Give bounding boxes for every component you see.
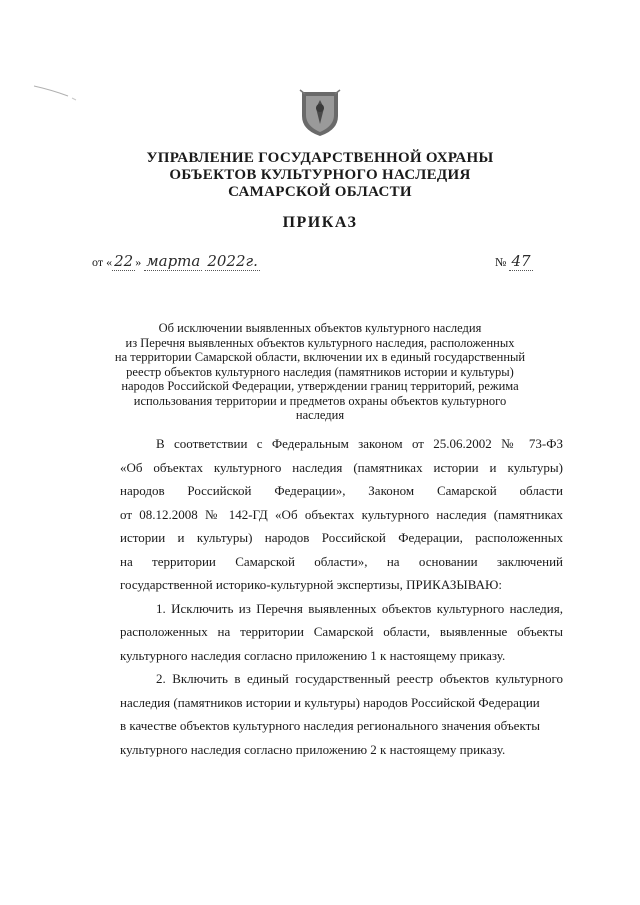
document-body — [120, 432, 563, 761]
organization-name — [140, 150, 500, 201]
org-line-3: САМАРСКОЙ ОБЛАСТИ — [228, 184, 412, 200]
body-line: государственной историко-культурной экспертизы, ПРИКАЗЫВАЮ: — [120, 577, 502, 592]
body-line: истории и культуры) народов Российской Федерации, расположенных — [120, 530, 563, 545]
date-separator: » — [135, 255, 142, 269]
title-line: народов Российской Федерации, утверждении границ территорий, режима — [121, 379, 519, 393]
date-prefix: от « — [92, 255, 113, 269]
document-title — [100, 321, 540, 423]
body-line: «Об объектах культурного наследия (памятниках истории и культуры) — [120, 459, 563, 475]
scan-artifact-mark — [32, 80, 92, 104]
body-line: культурного наследия согласно приложению 2 к настоящему приказу. — [120, 741, 506, 757]
coat-of-arms-emblem — [297, 88, 343, 138]
title-line: использования территории и предметов охраны объектов культурного — [133, 393, 507, 408]
body-line: В соответствии с Федеральным законом от 25.06.2002 № 73-ФЗ — [156, 436, 563, 451]
date-month-handwritten: марта — [146, 252, 201, 270]
body-line: 2. Включить в единый государственный реестр объектов культурного — [156, 671, 563, 686]
title-line: наследия — [295, 408, 345, 422]
title-line: реестр объектов культурного наследия (памятников истории и культуры) — [126, 364, 514, 379]
title-line: Об исключении выявленных объектов культурного наследия — [158, 321, 482, 335]
body-line: народов Российской Федерации», Законом Самарской области — [120, 483, 563, 498]
body-line: культурного наследия согласно приложению 1 к настоящему приказу. — [120, 647, 506, 663]
number-value-handwritten: 47 — [511, 252, 531, 270]
document-type-heading: ПРИКАЗ — [282, 214, 358, 231]
org-line-1: УПРАВЛЕНИЕ ГОСУДАРСТВЕННОЙ ОХРАНЫ — [146, 150, 494, 166]
body-line: от 08.12.2008 № 142-ГД «Об объектах культурного наследия (памятниках — [120, 506, 563, 522]
title-line: из Перечня выявленных объектов культурного наследия, расположенных — [125, 335, 515, 350]
body-line: 1. Исключить из Перечня выявленных объектов культурного наследия, — [156, 600, 563, 616]
org-line-2: ОБЪЕКТОВ КУЛЬТУРНОГО НАСЛЕДИЯ — [169, 167, 471, 183]
document-number — [495, 252, 533, 270]
document-date — [92, 252, 260, 272]
body-line: на территории Самарской области», на основании заключений — [120, 553, 563, 569]
title-line: на территории Самарской области, включении их в единый государственный — [114, 350, 526, 364]
body-line: в качестве объектов культурного наследия регионального значения объекты — [120, 718, 541, 733]
body-line: расположенных на территории Самарской области, выявленные объекты — [120, 624, 563, 639]
body-line: наследия (памятников истории и культуры) народов Российской Федерации — [120, 694, 540, 710]
date-day-handwritten: 22 — [114, 252, 134, 270]
number-prefix: № — [495, 255, 507, 269]
date-year-handwritten: 2022г. — [207, 252, 258, 270]
